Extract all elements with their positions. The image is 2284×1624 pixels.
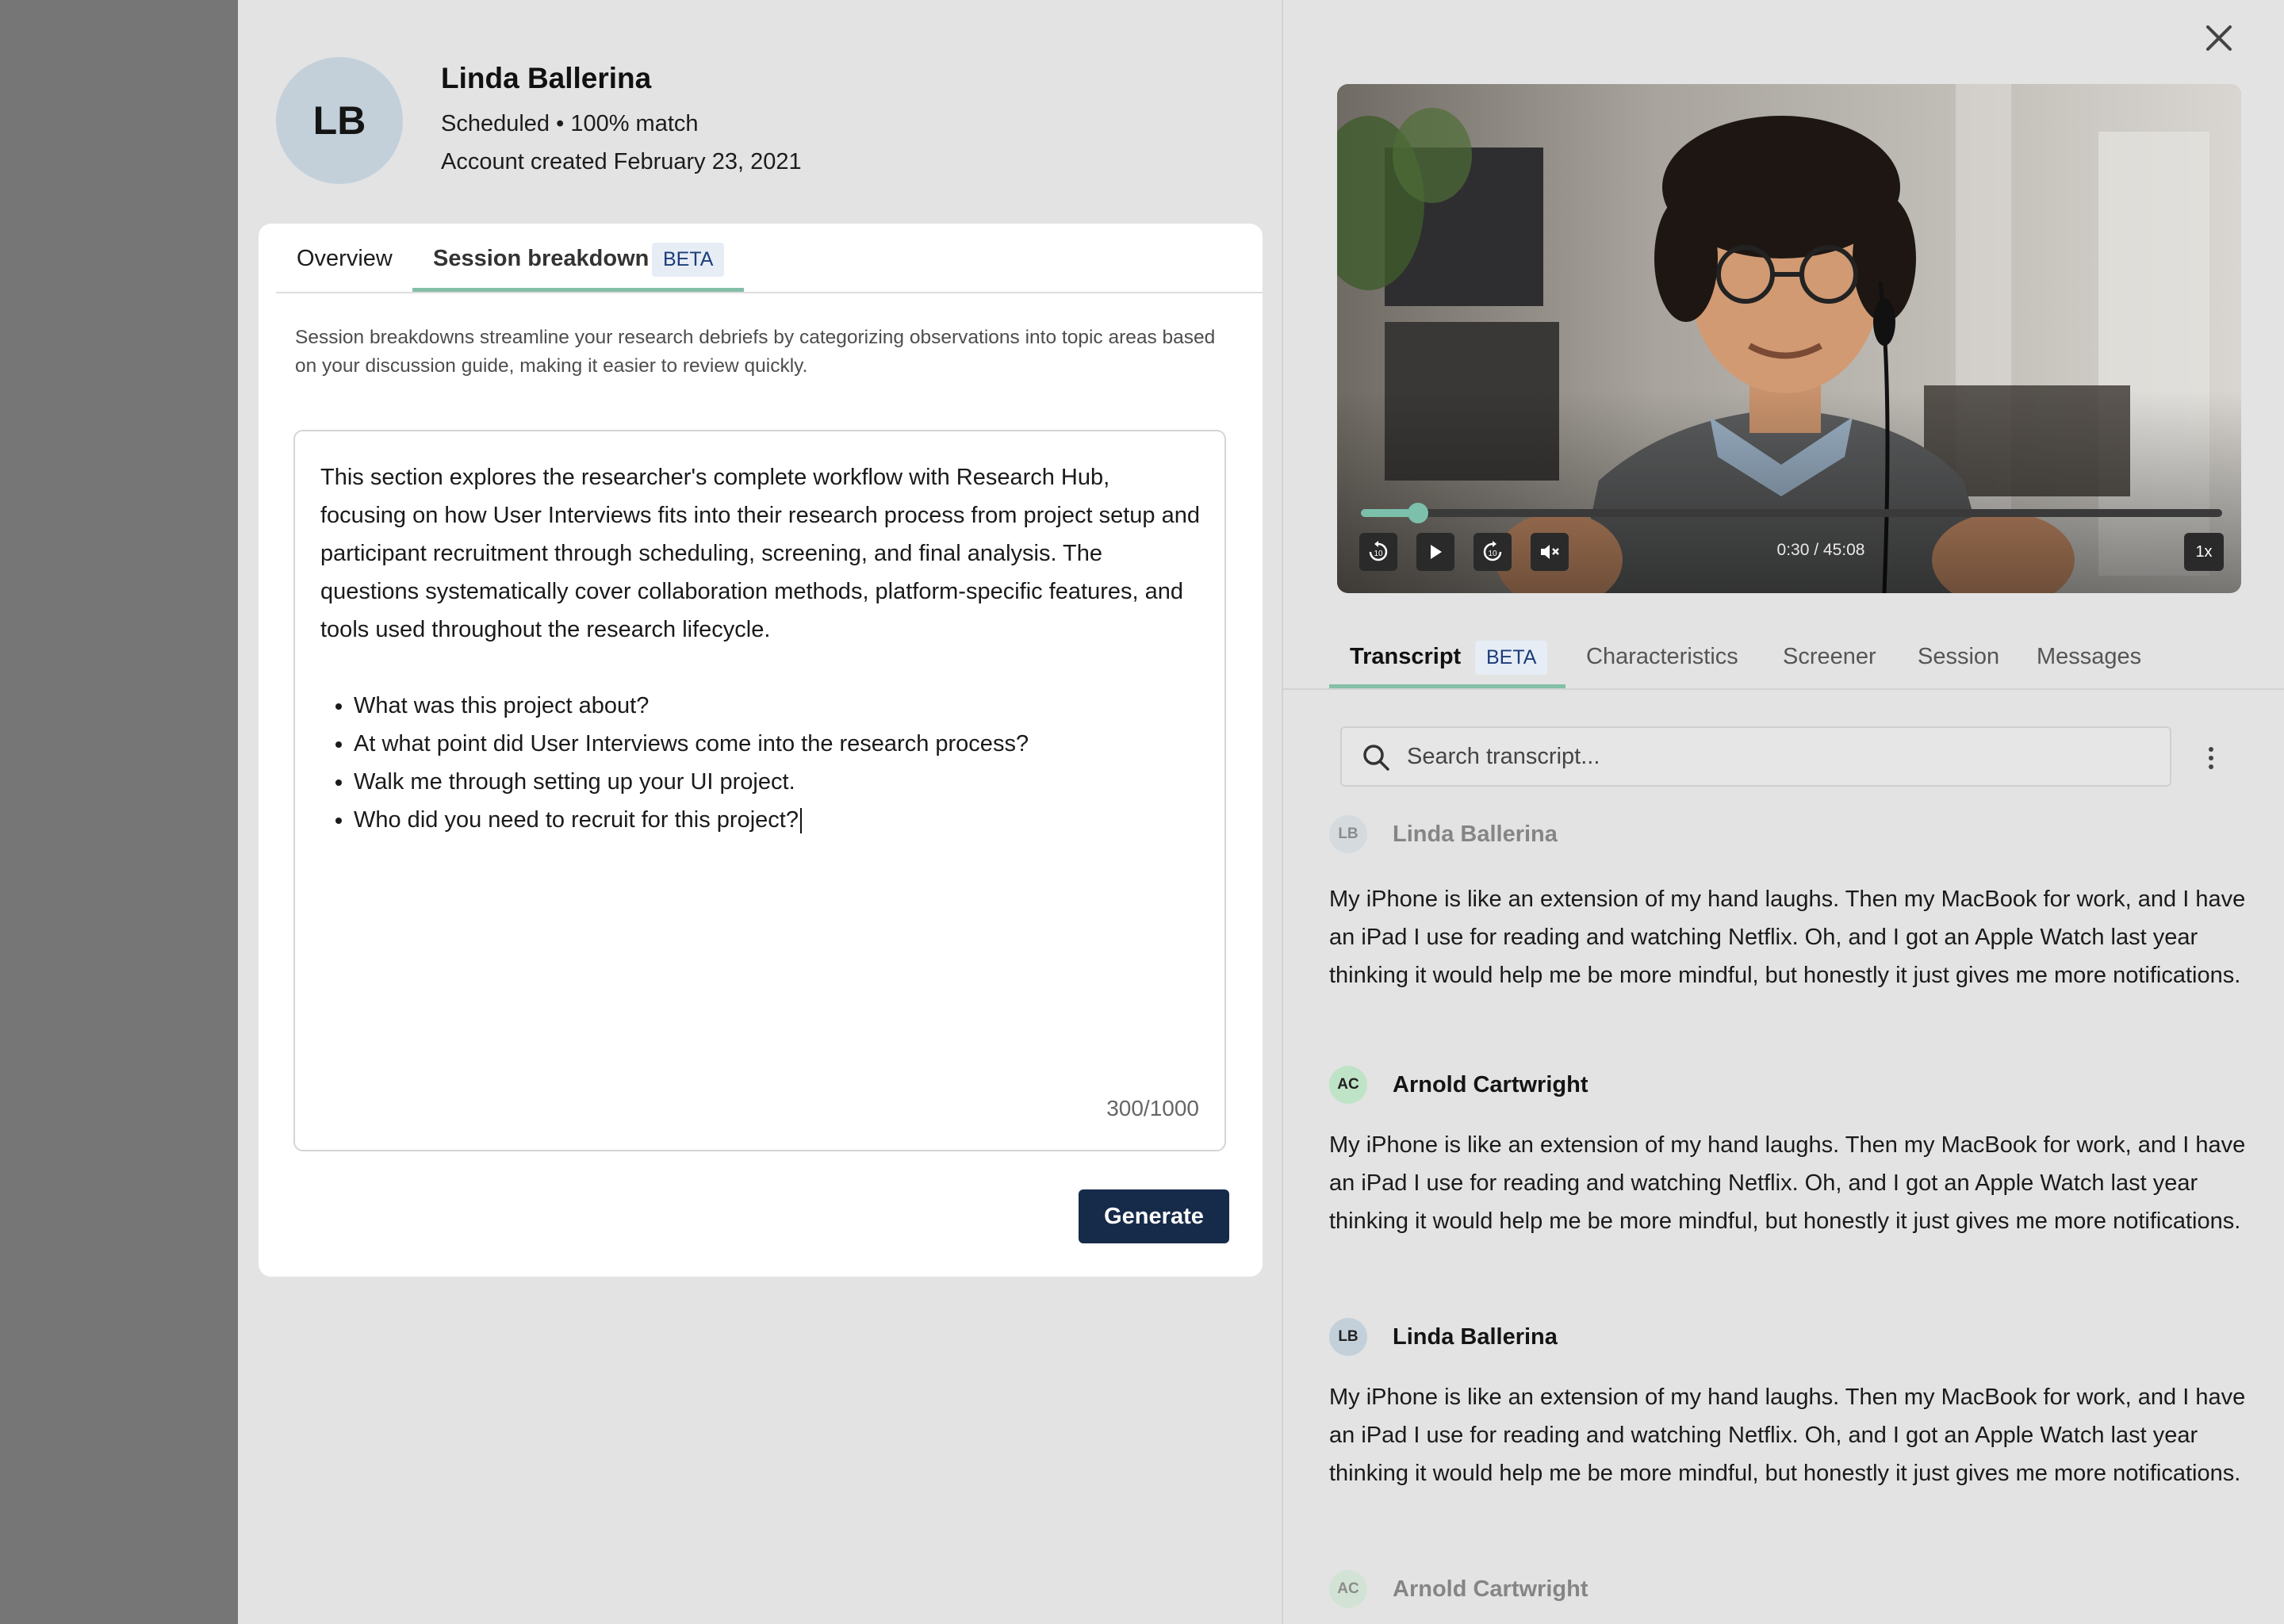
speaker-name: Linda Ballerina: [1393, 822, 1558, 847]
session-card: [259, 224, 1263, 1277]
video-time: 0:30 / 45:08: [1776, 541, 1865, 559]
participant-drawer: [238, 0, 2284, 1624]
speaker-avatar: AC: [1329, 1570, 1367, 1608]
forward-button[interactable]: [1473, 533, 1512, 571]
svg-text:10: 10: [1374, 550, 1383, 558]
tab-screener[interactable]: Screener: [1783, 644, 1876, 669]
session-breakdown-description: Session breakdowns streamline your research debriefs by categorizing observations into topic areas based on your discussion guide, making it easier to review quickly.: [295, 327, 1216, 377]
beta-badge: BETA: [652, 243, 724, 277]
playback-speed-button[interactable]: 1x: [2184, 533, 2224, 571]
tab-transcript[interactable]: [1329, 633, 1565, 688]
discussion-questions-list: [320, 687, 1029, 839]
right-tab-bar: [1283, 633, 2284, 690]
speaker-avatar: AC: [1329, 1066, 1367, 1104]
discussion-guide-paragraph: This section explores the researcher's complete workflow with Research Hub, focusing on how User Interviews fits into their research process from project setup and participant recruitment through scheduling, screening, and final analysis. The questions systematically cover collaboration methods, platform-specific features, and tools used throughout the research lifecycle.: [320, 465, 1200, 642]
transcript-entry: [1329, 815, 2259, 853]
play-icon: [1424, 541, 1447, 563]
session-media-pane: [1283, 0, 2284, 1624]
participant-avatar: LB: [276, 57, 403, 184]
transcript-text: My iPhone is like an extension of my hand laughs. Then my MacBook for work, and I have an iPad I use for reading and watching Netflix. Oh, and I got an Apple Watch last year thinking it would help me be more mindful, but honestly it just gives me more notifications.: [1329, 1385, 2246, 1486]
transcript-search[interactable]: [1340, 726, 2171, 787]
speaker-name: Arnold Cartwright: [1393, 1072, 1588, 1097]
video-player[interactable]: [1337, 84, 2241, 593]
character-counter: 300/1000: [1106, 1096, 1199, 1120]
tab-session[interactable]: Session: [1918, 644, 2000, 669]
transcript-entry: [1329, 1318, 2259, 1492]
transcript-entry-text: [1329, 858, 2259, 994]
tab-messages[interactable]: Messages: [2037, 644, 2142, 669]
mute-icon: [1538, 540, 1562, 564]
modal-backdrop[interactable]: [0, 0, 238, 1624]
svg-text:10: 10: [1488, 550, 1497, 558]
transcript-text: My iPhone is like an extension of my hand laughs. Then my MacBook for work, and I have an iPad I use for reading and watching Netflix. Oh, and I got an Apple Watch last year thinking it would help me be more mindful, but honestly it just gives me more notifications.: [1329, 1132, 2246, 1234]
list-item: • What was this project about?: [354, 687, 1029, 725]
list-item: • Walk me through setting up your UI project.: [354, 763, 1029, 801]
more-options-icon[interactable]: [2197, 741, 2225, 776]
speaker-header: [1329, 1318, 2259, 1356]
search-input[interactable]: [1407, 736, 2136, 777]
transcript-entry: [1329, 1066, 2259, 1240]
beta-badge: BETA: [1475, 641, 1547, 675]
list-item: [354, 801, 1029, 839]
video-progress-bar[interactable]: [1361, 509, 2222, 517]
speaker-header: [1329, 815, 2259, 853]
search-icon: [1361, 742, 1391, 772]
tab-session-breakdown[interactable]: [412, 224, 744, 292]
speaker-header: [1329, 1066, 2259, 1104]
generate-button[interactable]: Generate: [1079, 1189, 1229, 1243]
transcript-list: [1283, 801, 2284, 1624]
rewind-button[interactable]: [1359, 533, 1397, 571]
account-created: Account created February 23, 2021: [441, 149, 802, 174]
forward-10-icon: [1480, 539, 1505, 565]
transcript-text: My iPhone is like an extension of my hand laughs. Then my MacBook for work, and I have an iPad I use for reading and watching Netflix. Oh, and I got an Apple Watch last year thinking it would help me be more mindful, but honestly it just gives me more notifications.: [1329, 887, 2246, 988]
left-tab-bar: [276, 224, 1263, 293]
text-caret: [800, 808, 802, 833]
speaker-header: [1329, 1570, 2259, 1608]
rewind-10-icon: [1366, 539, 1391, 565]
close-icon[interactable]: [2203, 22, 2235, 54]
tab-transcript-label: Transcript: [1350, 644, 1462, 669]
list-item: • At what point did User Interviews come into the research process?: [354, 725, 1029, 763]
video-scrub-handle[interactable]: [1408, 503, 1428, 523]
participant-name: Linda Ballerina: [441, 62, 652, 94]
tab-session-breakdown-label: Session breakdown: [433, 246, 650, 271]
play-button[interactable]: [1416, 533, 1454, 571]
speaker-name: Arnold Cartwright: [1393, 1576, 1588, 1602]
speaker-avatar: LB: [1329, 1318, 1367, 1356]
participant-details-pane: [238, 0, 1282, 1624]
tab-overview[interactable]: Overview: [297, 246, 393, 271]
transcript-entry: [1329, 1570, 2259, 1608]
participant-status: Scheduled • 100% match: [441, 111, 699, 136]
discussion-guide-textarea[interactable]: [293, 430, 1226, 1151]
speaker-name: Linda Ballerina: [1393, 1324, 1558, 1350]
tab-characteristics[interactable]: Characteristics: [1586, 644, 1738, 669]
speaker-avatar: LB: [1329, 815, 1367, 853]
mute-button[interactable]: [1531, 533, 1569, 571]
list-item-text: Who did you need to recruit for this project?: [354, 807, 799, 833]
